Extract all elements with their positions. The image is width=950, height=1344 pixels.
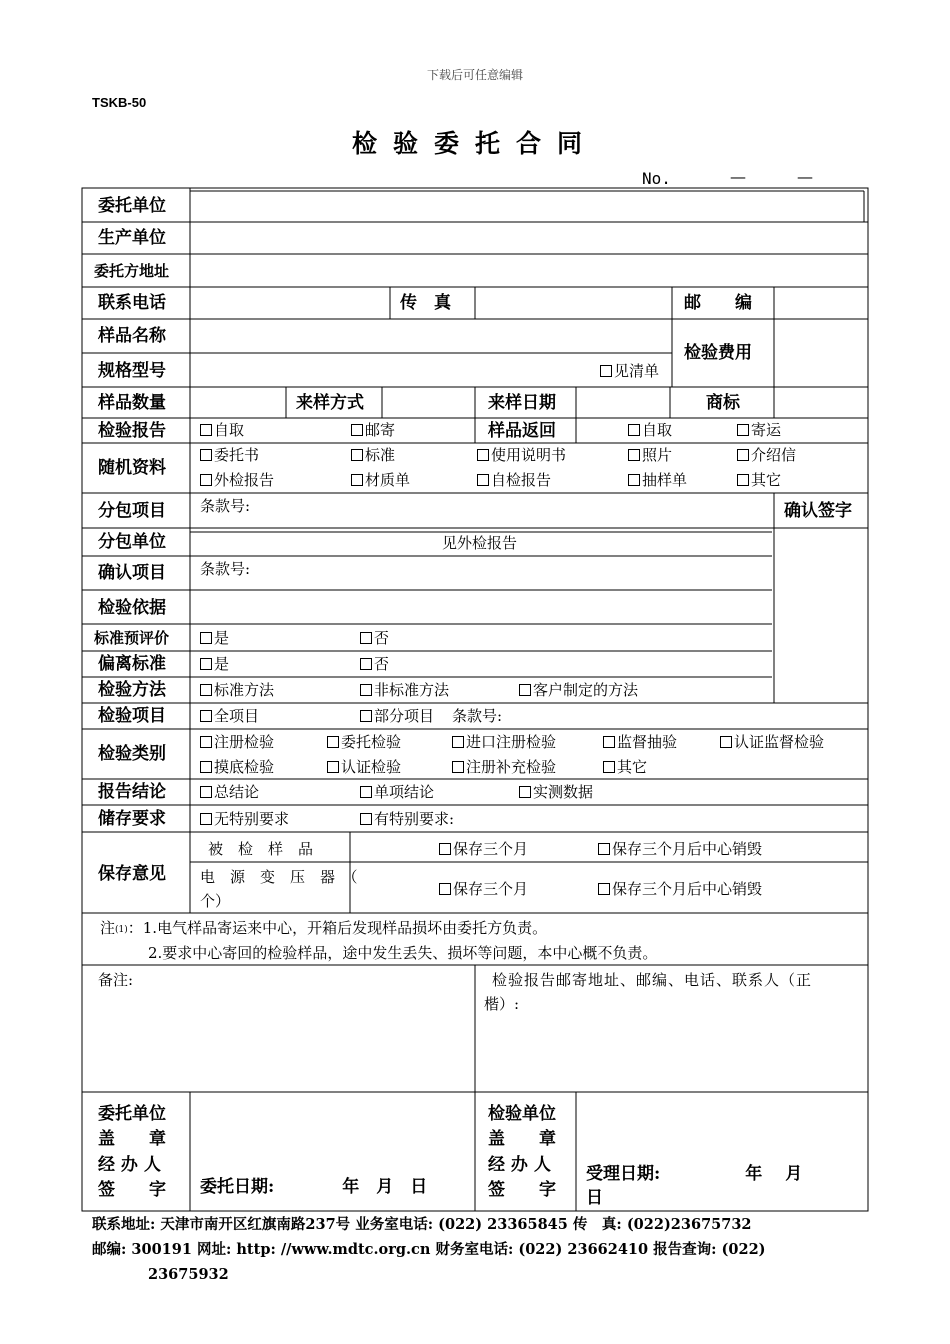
retention-label: 保存意见 [98, 864, 166, 884]
test-basis-label: 检验依据 [98, 598, 166, 618]
items-partial-checkbox[interactable]: 部分项目 [360, 706, 434, 726]
mail-address-label-2: 楷）: [484, 995, 520, 1013]
postcode-label: 邮 编 [684, 293, 752, 313]
client-sign-line-2: 盖 章 [98, 1129, 166, 1149]
page-title: 检验委托合同 [351, 129, 598, 158]
trademark-label: 商标 [706, 393, 740, 413]
cat-other-checkbox[interactable]: 其它 [603, 757, 647, 777]
footer-postcode-line: 邮编: 300191 网址: http: //www.mdtc.org.cn 财务室电话: (022) 23662410 报告查询: (022) [92, 1241, 766, 1258]
sample-keep3-destroy-checkbox[interactable]: 保存三个月后中心销毁 [598, 839, 762, 859]
pre-eval-no-checkbox[interactable]: 否 [360, 628, 389, 648]
report-conclusion-label: 报告结论 [98, 782, 166, 802]
return-self-pickup-checkbox[interactable]: 自取 [628, 420, 672, 440]
method-nonstandard-checkbox[interactable]: 非标准方法 [360, 680, 449, 700]
cat-supervision-checkbox[interactable]: 监督抽验 [603, 732, 677, 752]
accept-date-day: 日 [586, 1188, 603, 1208]
arrival-date-label: 来样日期 [488, 393, 556, 413]
note-line-1: 注(1)：1.电气样品寄运来中心，开箱后发现样品损坏由委托方负责。 [100, 919, 548, 937]
return-ship-checkbox[interactable]: 寄运 [737, 420, 781, 440]
fax-label: 传 真 [400, 293, 451, 313]
cat-baseline-checkbox[interactable]: 摸底检验 [200, 757, 274, 777]
storage-special-checkbox[interactable]: 有特别要求: [360, 809, 454, 829]
transformer-keep3-checkbox[interactable]: 保存三个月 [439, 879, 528, 899]
sample-return-label: 样品返回 [488, 421, 556, 441]
cat-import-reg-checkbox[interactable]: 进口注册检验 [452, 732, 556, 752]
subcontract-items-label: 分包项目 [98, 501, 166, 521]
header-note: 下载后可任意编辑 [426, 68, 523, 82]
method-standard-checkbox[interactable]: 标准方法 [200, 680, 274, 700]
remarks-label: 备注: [98, 971, 134, 989]
cat-certification-checkbox[interactable]: 认证检验 [327, 757, 401, 777]
pre-eval-yes-checkbox[interactable]: 是 [200, 628, 229, 648]
acc-manual-checkbox[interactable]: 使用说明书 [477, 445, 566, 465]
footer-contact-line: 联系地址: 天津市南开区红旗南路237号 业务室电话: (022) 23365845 传 真: (022)23675732 [92, 1216, 752, 1233]
conclusion-measured-checkbox[interactable]: 实测数据 [519, 782, 593, 802]
deviation-no-checkbox[interactable]: 否 [360, 654, 389, 674]
deviation-std-label: 偏离标准 [98, 654, 166, 674]
acc-self-report-checkbox[interactable]: 自检报告 [477, 470, 551, 490]
spec-model-label: 规格型号 [98, 361, 166, 381]
lab-sign-line-4: 签 字 [488, 1180, 556, 1200]
client-date-label: 委托日期: 年 月 日 [200, 1177, 428, 1197]
arrival-method-label: 来样方式 [296, 393, 364, 413]
storage-req-label: 储存要求 [98, 809, 166, 829]
contract-number-label: No. [642, 169, 671, 188]
client-address-label: 委托方地址 [94, 262, 170, 280]
test-report-label: 检验报告 [98, 421, 166, 441]
client-sign-line-4: 签 字 [98, 1180, 166, 1200]
deviation-yes-checkbox[interactable]: 是 [200, 654, 229, 674]
cat-registration-checkbox[interactable]: 注册检验 [200, 732, 274, 752]
transformer-keep3-destroy-checkbox[interactable]: 保存三个月后中心销毁 [598, 879, 762, 899]
method-customer-checkbox[interactable]: 客户制定的方法 [519, 680, 638, 700]
test-items-label: 检验项目 [98, 706, 166, 726]
confirm-items-label: 确认项目 [98, 563, 166, 583]
note-line-2: 2.要求中心寄回的检验样品，途中发生丢失、损坏等问题，本中心概不负责。 [148, 944, 658, 962]
acc-standard-checkbox[interactable]: 标准 [351, 445, 395, 465]
phone-label: 联系电话 [98, 293, 166, 313]
lab-sign-line-2: 盖 章 [488, 1129, 556, 1149]
test-fee-label: 检验费用 [684, 343, 752, 363]
see-external-report: 见外检报告 [442, 534, 518, 552]
client-sign-line-1: 委托单位 [98, 1104, 166, 1124]
storage-none-checkbox[interactable]: 无特别要求 [200, 809, 289, 829]
confirm-clause-no-label: 条款号: [200, 560, 251, 578]
acc-photo-checkbox[interactable]: 照片 [628, 445, 672, 465]
cat-reg-supplement-checkbox[interactable]: 注册补充检验 [452, 757, 556, 777]
producer-unit-label: 生产单位 [98, 228, 166, 248]
conclusion-overall-checkbox[interactable]: 总结论 [200, 782, 259, 802]
acc-material-checkbox[interactable]: 材质单 [351, 470, 410, 490]
conclusion-single-checkbox[interactable]: 单项结论 [360, 782, 434, 802]
acc-intro-letter-checkbox[interactable]: 介绍信 [737, 445, 796, 465]
acc-commission-checkbox[interactable]: 委托书 [200, 445, 259, 465]
sample-keep3-checkbox[interactable]: 保存三个月 [439, 839, 528, 859]
tested-sample-label: 被 检 样 品 [208, 840, 314, 858]
test-category-label: 检验类别 [98, 744, 166, 764]
test-method-label: 检验方法 [98, 680, 166, 700]
acc-other-checkbox[interactable]: 其它 [737, 470, 781, 490]
mail-address-label-1: 检验报告邮寄地址、邮编、电话、联系人（正 [492, 971, 813, 989]
accept-date-label: 受理日期: 年 月 [586, 1164, 803, 1184]
transformer-label-1: 电 源 变 压 器 （ [200, 868, 358, 886]
client-unit-label: 委托单位 [98, 196, 166, 216]
client-sign-line-3: 经 办 人 [98, 1155, 161, 1175]
see-list-checkbox[interactable]: 见清单 [600, 361, 659, 381]
sample-name-label: 样品名称 [98, 326, 166, 346]
form-code: TSKB-50 [92, 95, 147, 110]
items-clause-no-label: 条款号: [452, 707, 503, 725]
std-pre-eval-label: 标准预评价 [94, 629, 170, 647]
cat-commission-checkbox[interactable]: 委托检验 [327, 732, 401, 752]
accessories-label: 随机资料 [98, 458, 166, 478]
acc-external-report-checkbox[interactable]: 外检报告 [200, 470, 274, 490]
number-dash-2: — [797, 167, 813, 186]
sample-qty-label: 样品数量 [98, 393, 166, 413]
confirm-sign-label: 确认签字 [784, 501, 852, 521]
items-full-checkbox[interactable]: 全项目 [200, 706, 259, 726]
subcontract-unit-label: 分包单位 [98, 532, 166, 552]
cat-cert-supervision-checkbox[interactable]: 认证监督检验 [720, 732, 824, 752]
acc-sampling-checkbox[interactable]: 抽样单 [628, 470, 687, 490]
number-dash-1: — [730, 167, 746, 186]
report-mail-checkbox[interactable]: 邮寄 [351, 420, 395, 440]
footer-query-number: 23675932 [148, 1266, 229, 1283]
lab-sign-line-3: 经 办 人 [488, 1155, 551, 1175]
transformer-label-2: 个） [200, 892, 231, 910]
report-self-pickup-checkbox[interactable]: 自取 [200, 420, 244, 440]
clause-no-label: 条款号: [200, 497, 251, 515]
lab-sign-line-1: 检验单位 [488, 1104, 556, 1124]
